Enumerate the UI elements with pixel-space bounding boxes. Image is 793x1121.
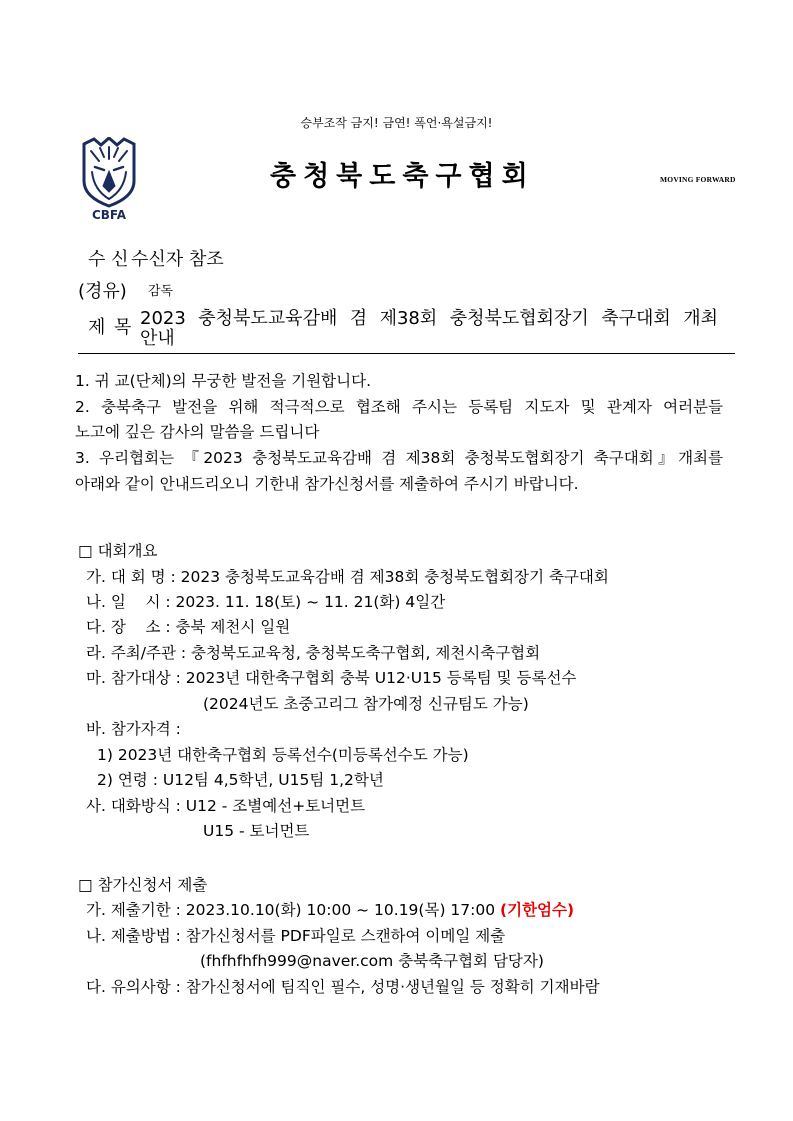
body-line-4: 3. 우리협회는 『2023 충청북도교육감배 겸 제38회 충청북도협회장기 축구대회』개최를 xyxy=(75,449,723,467)
application-contact: (fhfhfhfh999@naver.com 충북축구협회 담당자) xyxy=(200,952,544,970)
subject-label-1: 제 xyxy=(88,317,106,338)
subject-line-1: 2023 충청북도교육감배 겸 제38회 충청북도협회장기 축구대회 개최 xyxy=(140,308,718,329)
cbfa-logo xyxy=(80,137,138,225)
overview-item-format-u15: U15 - 토너먼트 xyxy=(203,822,310,840)
subject-line-2: 안내 xyxy=(140,328,175,349)
body-line-2: 2. 충북축구 발전을 위해 적극적으로 협조해 주시는 등록팀 지도자 및 관계자 여러분들 xyxy=(75,398,723,416)
slogan: 승부조작 금지! 금연! 폭언·욕설금지! xyxy=(300,116,493,130)
qualification-sub-2: 2) 연령 : U12팀 4,5학년, U15팀 1,2학년 xyxy=(97,771,384,789)
overview-item-format: 사. 대화방식 : U12 - 조별예선+토너먼트 xyxy=(86,797,366,815)
deadline-text: 가. 제출기한 : 2023.10.10(화) 10:00 ~ 10.19(목) 17:00 xyxy=(86,901,501,919)
deadline-strict-note: (기한엄수) xyxy=(500,901,575,919)
overview-item-eligible-note: (2024년도 초중고리그 참가예정 신규팀도 가능) xyxy=(203,695,529,713)
via-label: (경유) xyxy=(78,281,127,302)
section-heading-application: □ 참가신청서 제출 xyxy=(78,876,208,894)
overview-item-date: 나. 일 시 : 2023. 11. 18(토) ~ 11. 21(화) 4일간 xyxy=(86,593,446,611)
overview-item-eligible-teams: 마. 참가대상 : 2023년 대한축구협회 충북 U12·U15 등록팀 및 등록선수 xyxy=(86,669,577,687)
subject-label-2: 목 xyxy=(114,317,132,338)
application-notes: 다. 유의사항 : 참가신청서에 팀직인 필수, 성명·생년월일 등 정확히 기재바람 xyxy=(86,978,600,996)
organization-title: 충청북도축구협회 xyxy=(270,161,535,192)
section-heading-overview: □ 대회개요 xyxy=(78,542,158,560)
body-line-1: 1. 귀 교(단체)의 무궁한 발전을 기원합니다. xyxy=(75,372,372,390)
qualification-sub-1: 1) 2023년 대한축구협회 등록선수(미등록선수도 가능) xyxy=(97,746,469,764)
body-line-3: 노고에 깊은 감사의 말씀을 드립니다 xyxy=(75,423,320,441)
recipient-label: 수 신 xyxy=(88,249,129,270)
application-deadline xyxy=(86,901,574,920)
overview-item-qualification: 바. 참가자격 : xyxy=(86,720,181,738)
overview-item-venue: 다. 장 소 : 충북 제천시 일원 xyxy=(86,618,291,636)
header-divider xyxy=(78,353,735,354)
overview-item-name: 가. 대 회 명 : 2023 충청북도교육감배 겸 제38회 충청북도협회장기 축구대회 xyxy=(86,568,609,586)
via-value: 감독 xyxy=(148,284,174,299)
logo-lettering: CBFA xyxy=(91,208,127,222)
application-method: 나. 제출방법 : 참가신청서를 PDF파일로 스캔하여 이메일 제출 xyxy=(86,927,506,945)
body-line-5: 아래와 같이 안내드리오니 기한내 참가신청서를 제출하여 주시기 바랍니다. xyxy=(75,475,579,493)
recipient-value: 수신자 참조 xyxy=(131,249,224,270)
overview-item-host: 라. 주최/주관 : 충청북도교육청, 충청북도축구협회, 제천시축구협회 xyxy=(86,644,541,662)
tagline: MOVING FORWARD xyxy=(660,175,736,184)
